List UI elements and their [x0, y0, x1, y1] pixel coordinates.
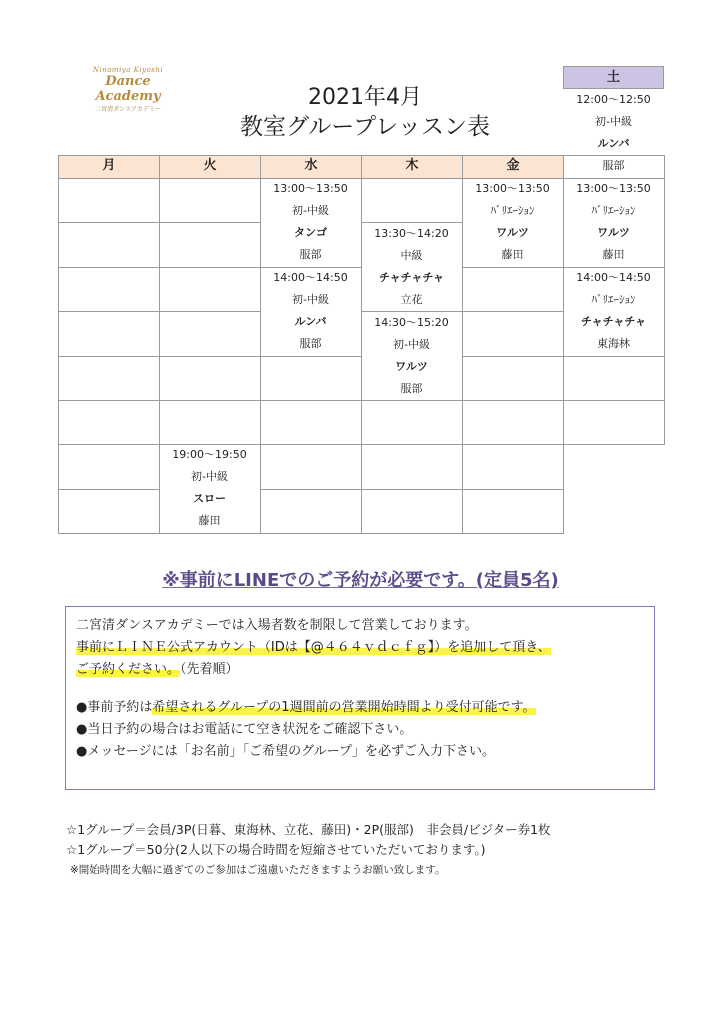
lesson-sat-2	[563, 178, 664, 266]
lesson-teacher: 東海林	[597, 337, 630, 350]
advance-rule: 希望されるグループの1週間前の営業開始時間より受付可能です。	[152, 700, 536, 715]
lesson-thu-2	[361, 312, 462, 400]
schedule-cell-mon	[59, 401, 160, 445]
day-header-thu: 木	[362, 156, 463, 179]
lesson-dance: タンゴ	[294, 226, 327, 239]
lesson-level: 初-中級	[191, 470, 228, 483]
schedule-cell-mon	[59, 179, 160, 223]
info-line-1: 二宮清ダンスアカデミーでは入場者数を制限して営業しております。	[76, 618, 478, 633]
lesson-dance: ルンバ	[597, 137, 630, 150]
lesson-thu-1	[361, 223, 462, 311]
first-come-note: （先着順）	[180, 662, 239, 677]
lesson-level: 初-中級	[393, 338, 430, 351]
schedule-cell-mon	[59, 357, 160, 401]
schedule-cell-fri	[463, 490, 564, 534]
page-title-month: 2021年4月	[308, 85, 422, 110]
reservation-info-box	[65, 606, 655, 790]
schedule-cell-sat	[564, 401, 665, 445]
schedule-cell-thu	[362, 401, 463, 445]
schedule-cell-thu	[362, 179, 463, 223]
info-line-4	[76, 697, 644, 719]
lesson-teacher: 藤田	[198, 514, 221, 527]
logo-line2: Dance Academy	[95, 74, 161, 104]
logo-line3: 二宮清ダンスアカデミー	[95, 106, 161, 113]
schedule-cell-mon	[59, 312, 160, 356]
lesson-time: 13:00～13:50	[576, 182, 651, 195]
lesson-fri-1	[462, 178, 563, 266]
schedule-cell-mon	[59, 445, 160, 489]
late-note: ※開始時間を大幅に過ぎてのご参加はご遠慮いただきますようお願い致します。	[70, 864, 446, 876]
lesson-time: 14:00～14:50	[273, 271, 348, 284]
day-header-mon: 月	[59, 156, 160, 179]
lesson-level: 中級	[400, 249, 423, 262]
schedule-cell-mon	[59, 223, 160, 267]
schedule-cell-wed	[261, 401, 362, 445]
lesson-teacher: 服部	[299, 337, 322, 350]
lesson-time: 13:00～13:50	[273, 182, 348, 195]
info-line-2	[76, 637, 644, 659]
lesson-dance: ワルツ	[395, 360, 428, 373]
lesson-level: ﾊﾞﾘｴｰｼｮﾝ	[591, 204, 636, 217]
schedule-cell-sat	[564, 357, 665, 401]
academy-logo	[80, 66, 176, 113]
lesson-time: 12:00～12:50	[576, 93, 651, 106]
lesson-level: 初-中級	[595, 115, 632, 128]
notice-title-text: ※事前にLINEでのご予約が必要です。(定員5名)	[162, 570, 559, 591]
lesson-wed-2	[260, 267, 361, 355]
lesson-sat-1	[563, 89, 664, 177]
advance-label: ●事前予約は	[76, 700, 153, 715]
lesson-time: 19:00～19:50	[172, 448, 247, 461]
schedule-cell-tue	[160, 268, 261, 312]
schedule-cell-thu	[362, 445, 463, 489]
day-header-sat: 土	[563, 66, 664, 89]
lesson-dance: チャチャチャ	[580, 315, 646, 328]
schedule-cell-fri	[463, 312, 564, 356]
lesson-level: 初-中級	[292, 293, 329, 306]
lesson-time: 14:00～14:50	[576, 271, 651, 284]
schedule-cell-thu	[362, 490, 463, 534]
lesson-teacher: 服部	[400, 382, 423, 395]
day-header-wed: 水	[261, 156, 362, 179]
schedule-cell-wed	[261, 357, 362, 401]
schedule-cell-fri	[463, 445, 564, 489]
info-line-6: ●メッセージには「お名前」「ご希望のグループ」を必ずご入力下さい。	[76, 744, 496, 759]
lesson-time: 13:30～14:20	[374, 227, 449, 240]
schedule-cell-tue	[160, 312, 261, 356]
fee-note: ☆1グループ＝会員/3P(日暮、東海林、立花、藤田)・2P(服部) 非会員/ビジター券1枚	[66, 822, 551, 837]
lesson-time: 13:00～13:50	[475, 182, 550, 195]
lesson-level: ﾊﾞﾘｴｰｼｮﾝ	[490, 204, 535, 217]
lesson-teacher: 藤田	[602, 248, 625, 261]
schedule-cell-fri	[463, 357, 564, 401]
lesson-teacher: 藤田	[501, 248, 524, 261]
lesson-teacher: 服部	[602, 159, 625, 172]
lesson-dance: スロー	[193, 492, 226, 505]
lesson-teacher: 立花	[400, 293, 423, 306]
lesson-tue-1	[159, 444, 260, 532]
schedule-cell-tue	[160, 223, 261, 267]
schedule-cell-tue	[160, 357, 261, 401]
info-line-5: ●当日予約の場合はお電話にて空き状況をご確認下さい。	[76, 722, 413, 737]
duration-note: ☆1グループ＝50分(2人以下の場合時間を短縮させていただいております。)	[66, 842, 486, 857]
lesson-teacher: 服部	[299, 248, 322, 261]
logo-line1: Ninomiya Kiyoshi	[92, 66, 164, 74]
lesson-dance: ワルツ	[597, 226, 630, 239]
schedule-cell-fri	[463, 401, 564, 445]
schedule-cell-mon	[59, 490, 160, 534]
lesson-sat-3	[563, 267, 664, 355]
day-header-fri: 金	[463, 156, 564, 179]
info-line-3	[76, 659, 644, 681]
reserve-request: ご予約ください。	[76, 662, 181, 677]
lesson-dance: ワルツ	[496, 226, 529, 239]
schedule-cell-tue	[160, 401, 261, 445]
line-account-id: 事前にＬＩＮＥ公式アカウント（IDは【@４６４ｖｄｃｆｇ】）を追加して頂き、	[76, 640, 551, 655]
lesson-time: 14:30～15:20	[374, 316, 449, 329]
lesson-dance: ルンバ	[294, 315, 327, 328]
lesson-level: 初-中級	[292, 204, 329, 217]
lesson-wed-1	[260, 178, 361, 266]
schedule-cell-fri	[463, 268, 564, 312]
page-title: 教室グループレッスン表	[239, 114, 490, 140]
schedule-cell-tue	[160, 179, 261, 223]
reservation-notice-title	[0, 566, 721, 592]
lesson-level: ﾊﾞﾘｴｰｼｮﾝ	[591, 293, 636, 306]
day-header-tue: 火	[160, 156, 261, 179]
schedule-cell-wed	[261, 490, 362, 534]
schedule-cell-mon	[59, 268, 160, 312]
schedule-cell-wed	[261, 445, 362, 489]
lesson-dance: チャチャチャ	[378, 271, 444, 284]
